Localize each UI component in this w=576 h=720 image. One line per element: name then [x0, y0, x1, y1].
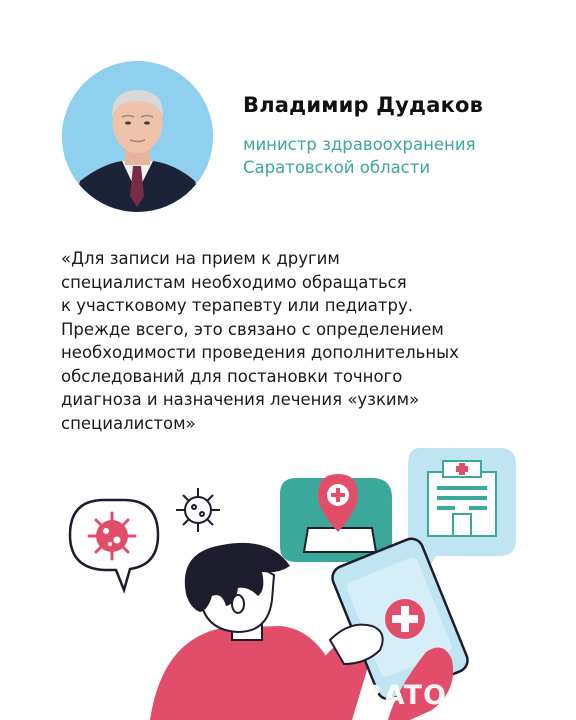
watermark-logo: RATO [362, 680, 447, 711]
person-name: Владимир Дудаков [243, 93, 484, 117]
quote-text: «Для записи на прием к другим специалистам необходимо обращаться к участковому терапевту или педиатру. Прежде всего, это связано с определением необходимости проведения дополнительных обследований для постановки точного диагноза и назначения лечения «узким» специалистом» [61, 249, 459, 433]
germ-icon [176, 488, 220, 532]
role-line-2: Саратовской области [243, 158, 431, 177]
portrait-photo [62, 61, 213, 212]
role-line-1: министр здравоохранения [243, 135, 476, 154]
medical-illustration [0, 440, 576, 720]
virus-bubble-icon [70, 500, 158, 590]
person-role [243, 133, 476, 179]
avatar [62, 61, 213, 212]
